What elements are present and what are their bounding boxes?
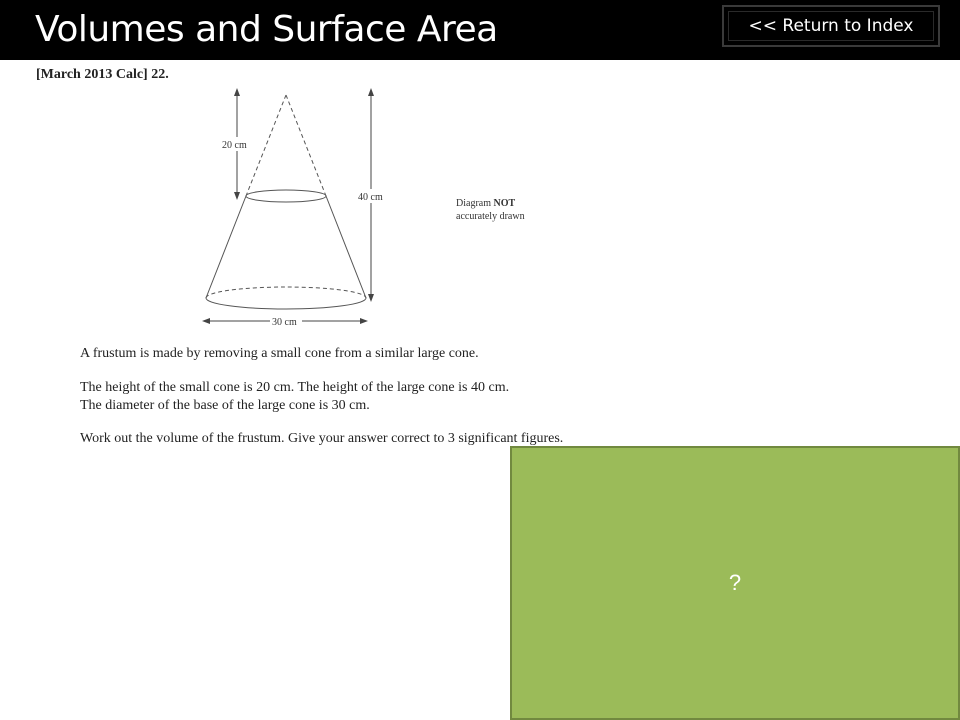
small-height-label: 20 cm — [222, 140, 247, 151]
frustum-top-ellipse — [246, 190, 326, 202]
answer-reveal-box[interactable] — [510, 446, 960, 720]
small-cone-right-edge — [286, 95, 326, 196]
frustum-base-front — [206, 298, 366, 309]
frustum-left-edge — [206, 196, 246, 298]
large-height-label: 40 cm — [358, 192, 383, 203]
diameter-label: 30 cm — [272, 317, 297, 328]
frustum-right-edge — [326, 196, 366, 298]
question-line: The height of the small cone is 20 cm. The height of the large cone is 40 cm. — [80, 380, 510, 395]
page-title: Volumes and Surface Area — [35, 9, 498, 50]
answer-placeholder: ? — [728, 570, 742, 595]
return-to-index-label: << Return to Index — [728, 11, 934, 41]
question-line: The diameter of the base of the large cone is 30 cm. — [80, 398, 370, 413]
question-line: A frustum is made by removing a small cone from a similar large cone. — [80, 346, 479, 361]
frustum-diagram — [0, 0, 960, 340]
question-reference: [March 2013 Calc] 22. — [36, 67, 169, 82]
frustum-base-back — [206, 287, 366, 298]
diagram-note-line2: accurately drawn — [456, 211, 525, 222]
question-line: Work out the volume of the frustum. Give your answer correct to 3 significant figures. — [80, 431, 564, 446]
diagram-note-line1: Diagram NOT — [456, 198, 516, 209]
